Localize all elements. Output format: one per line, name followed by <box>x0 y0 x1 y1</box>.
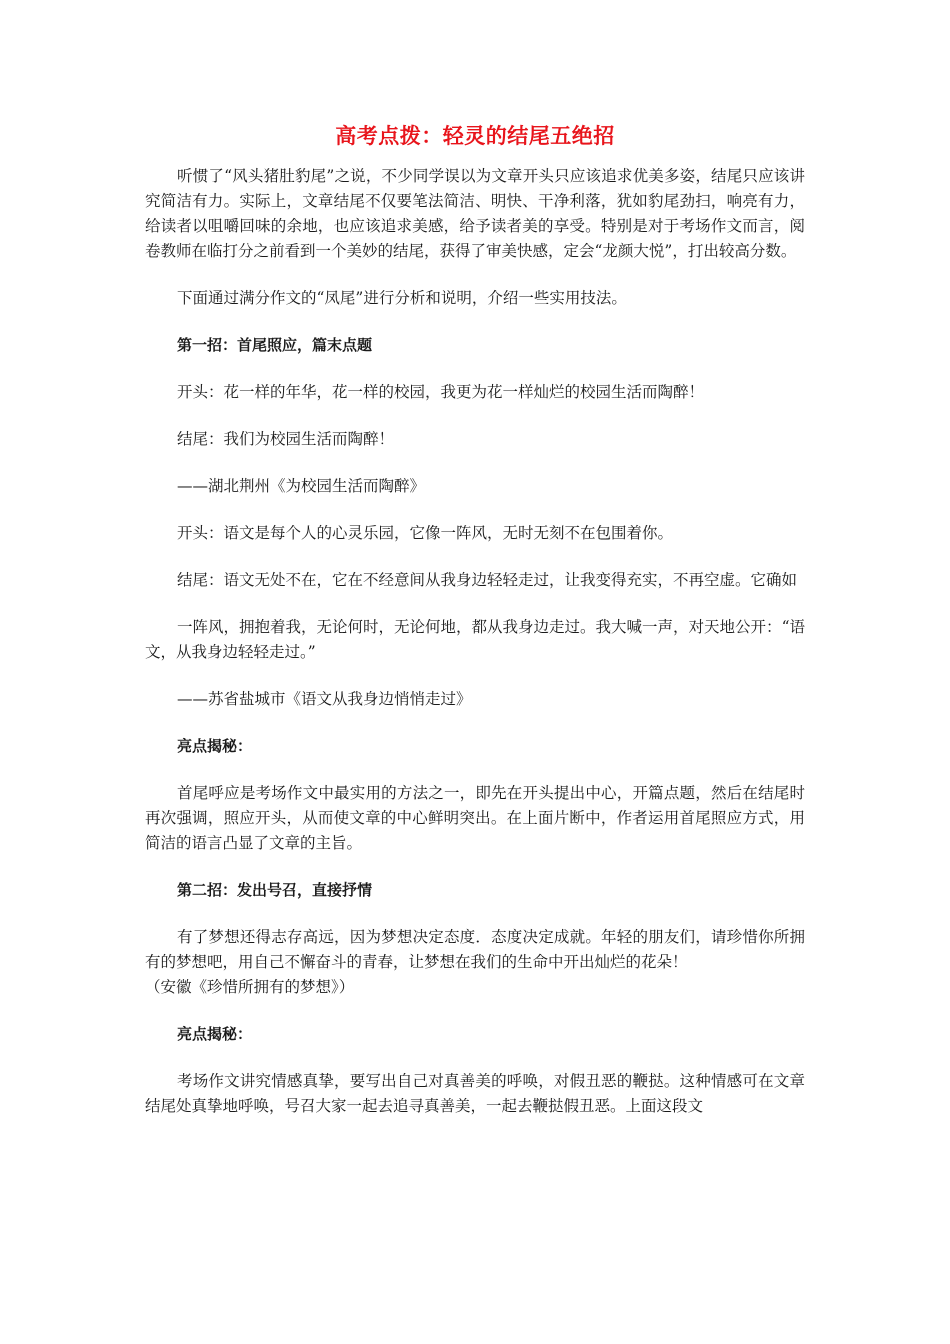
reveal1-paragraph: 首尾呼应是考场作文中最实用的方法之一，即先在开头提出中心，开篇点题，然后在结尾时再次强调，照应开头，从而使文章的中心鲜明突出。在上面片断中，作者运用首尾照应方式，用简洁的语言凸显了文章的主旨。 <box>145 784 805 852</box>
reveal1-heading: 亮点揭秘： <box>177 737 253 755</box>
example2-source: ——苏省盐城市《语文从我身边悄悄走过》 <box>177 690 472 708</box>
example2-ending: 结尾：语文无处不在，它在不经意间从我身边轻轻走过，让我变得充实，不再空虚。它确如 <box>177 571 798 589</box>
example1-opening: 开头：花一样的年华，花一样的校园，我更为花一样灿烂的校园生活而陶醉！ <box>177 383 705 401</box>
reveal2-heading: 亮点揭秘： <box>177 1025 253 1043</box>
page-title: 高考点拨：轻灵的结尾五绝招 <box>335 123 615 148</box>
lead-paragraph: 下面通过满分作文的“凤尾”进行分析和说明，介绍一些实用技法。 <box>177 289 627 307</box>
example1-source: ——湖北荆州《为校园生活而陶醉》 <box>177 477 426 495</box>
example3-text: 有了梦想还得志存高远，因为梦想决定态度．态度决定成就。年轻的朋友们，请珍惜你所拥有的梦想吧，用自己不懈奋斗的青春，让梦想在我们的生命中开出灿烂的花朵！ <box>145 928 805 971</box>
document-page <box>145 116 805 1119</box>
reveal2-paragraph: 考场作文讲究情感真挚，要写出自己对真善美的呼唤，对假丑恶的鞭挞。这种情感可在文章结尾处真挚地呼唤，号召大家一起去追寻真善美，一起去鞭挞假丑恶。上面这段文 <box>145 1072 805 1115</box>
example3-source: （安徽《珍惜所拥有的梦想》） <box>145 978 355 996</box>
intro-paragraph: 听惯了“风头猪肚豹尾”之说，不少同学误以为文章开头只应该追求优美多姿，结尾只应该讲究简洁有力。实际上，文章结尾不仅要笔法简洁、明快、干净利落，犹如豹尾劲扫，响亮有力，给读者以咀嚼回味的余地，也应该追求美感，给予读者美的享受。特别是对于考场作文而言，阅卷教师在临打分之前看到一个美妙的结尾，获得了审美快感，定会“龙颜大悦”，打出较高分数。 <box>145 167 805 260</box>
example1-ending: 结尾：我们为校园生活而陶醉！ <box>177 430 395 448</box>
tip1-heading: 第一招：首尾照应，篇末点题 <box>177 336 373 354</box>
example2-continuation: 一阵风，拥抱着我，无论何时，无论何地，都从我身边走过。我大喊一声，对天地公开：“语文，从我身边轻轻走过。” <box>145 618 805 661</box>
example2-opening: 开头：语文是每个人的心灵乐园，它像一阵风，无时无刻不在包围着你。 <box>177 524 674 542</box>
tip2-heading: 第二招：发出号召，直接抒情 <box>177 881 373 899</box>
